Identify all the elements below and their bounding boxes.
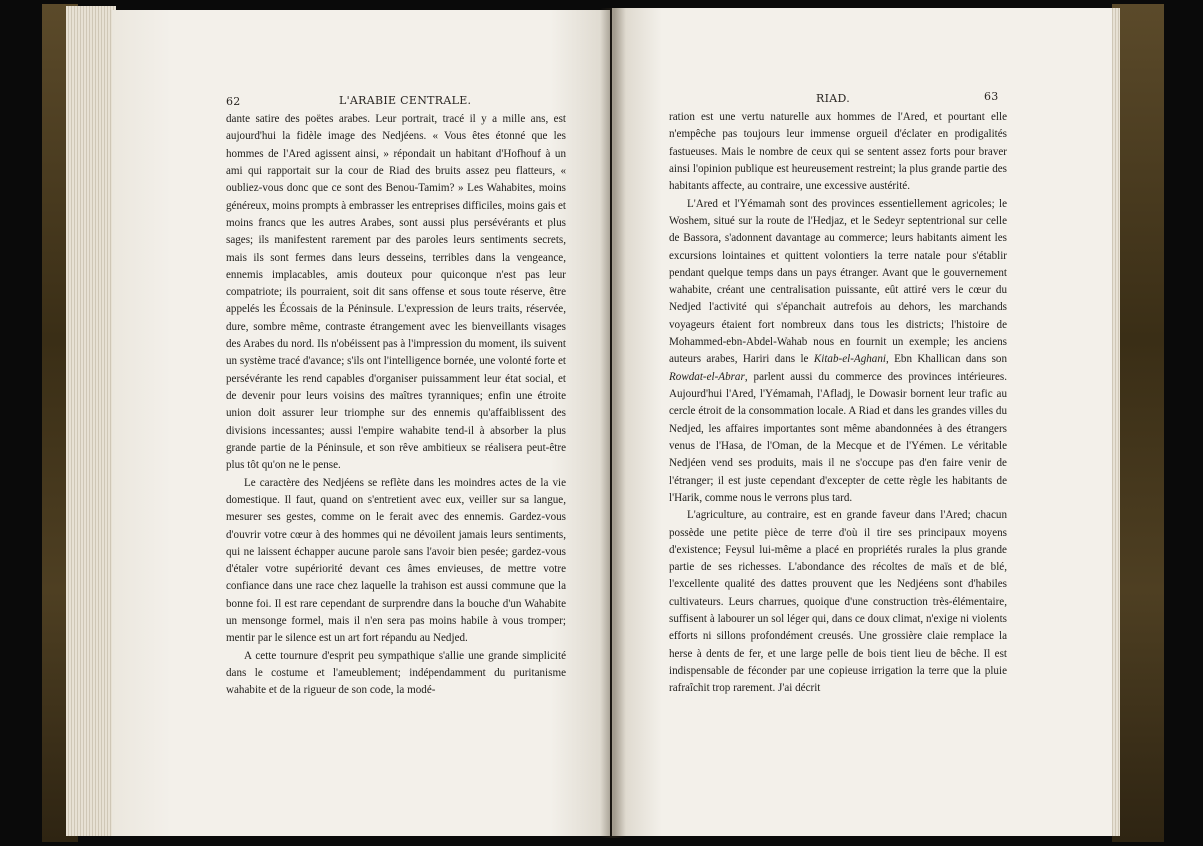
right-page-body <box>669 109 1007 698</box>
left-page-body <box>226 111 566 700</box>
right-paragraph-2 <box>669 196 1007 508</box>
text-run: ration est une vertu naturelle aux hommes de l'Ared, et pourtant elle n'empêche pas toujours leur immense orgueil d'éclater en prodigalités fastueuses. Mais le nombre de ceux qui se sentent assez forts pour braver ainsi l'opinion publique est heureusement restreint; la plus grande partie des habitants affecte, au contraire, une excessive austérité. <box>669 111 1007 193</box>
page-edges-left <box>66 6 116 836</box>
book-gutter-shadow <box>600 8 626 838</box>
right-paragraph-3 <box>669 507 1007 697</box>
right-paragraph-1 <box>669 109 1007 196</box>
left-page <box>112 10 610 836</box>
text-run: L'agriculture, au contraire, est en grande faveur dans l'Ared; chacun possède une petite pièce de terre d'où il tire ses principaux moyens d'existence; Feysul lui-même a placé en propriétés rurales la plus grande partie de ses richesses. L'abondance des récoltes de maïs et de blé, l'excellente qualité des dattes prouvent que les Nedjéens sont d'habiles cultivateurs. Leurs charrues, quoique d'une construction très-élémentaire, suffisent à labourer un sol léger qui, dans ce doux climat, n'exige ni violents efforts ni sillons profondément creusés. Une grossière claie remplace la herse à dents de fer, et une large pelle de bois tient lieu de bêche. Il est indispensable de féconder par une copieuse irrigation la terre que la pluie rafraîchit trop rarement. J'ai décrit <box>669 509 1007 695</box>
right-page <box>612 8 1112 836</box>
left-page-number: 62 <box>226 95 241 108</box>
italic-title: Rowdat-el-Abrar <box>669 370 745 383</box>
right-page-number: 63 <box>984 90 999 103</box>
left-paragraph-3: A cette tournure d'esprit peu sympathique s'allie une grande simplicité dans le costume et l'ameublement; indépendamment du puritanisme wahabite et de la rigueur de son code, la modé- <box>226 649 566 697</box>
text-run: , Ebn Khallican dans son <box>885 353 1007 366</box>
right-running-title: RIAD. <box>816 92 850 105</box>
left-paragraph-1: dante satire des poëtes arabes. Leur portrait, tracé il y a mille ans, est aujourd'hui la fidèle image des Nedjéens. « Vous êtes étonné que les hommes de l'Ared agissent ainsi, » répondait un habitant d'Hofhouf à un ami qui rapportait sur la cour de Riad des bruits assez peu flatteurs, « oubliez-vous donc que ce sont des Benou-Tamim? » Les Wahabites, moins généreux, moins prompts à embrasser les entreprises difficiles, moins gais et moins francs que les autres Arabes, sont aussi plus persévérants et plus sages; ils manifestent rarement par des paroles leurs sentiments secrets, mais ils sont fermes dans leurs desseins, terribles dans la vengeance, ennemis implacables, amis douteux pour quiconque n'est pas leur compatriote; ils pourraient, soit dit sans offense et sous toute réserve, être appelés les Écossais de la Péninsule. L'expression de leurs traits, réservée, dure, sombre même, contraste étrangement avec les bienveillants visages des Arabes du nord. Ils n'obéissent pas à l'impression du moment, ils suivent un système tracé d'avance; s'ils ont l'intelligence bornée, une volonté forte et persévérante les rend capables d'organiser puissamment leur état social, et de devenir pour leurs voisins des maîtres tyranniques; enfin une étroite union doit assurer leur triomphe sur des ennemis qu'affaiblissent des divisions incessantes; aussi l'empire wahabite tend-il à absorber la plus grande partie de la Péninsule, et son rêve ambitieux se réalisera peut-être plus tôt qu'on ne le pense. <box>226 113 566 472</box>
italic-title: Kitab-el-Aghani <box>813 353 886 366</box>
left-paragraph-2: Le caractère des Nedjéens se reflète dans les moindres actes de la vie domestique. Il faut, quand on s'entretient avec eux, veiller sur sa langue, mesurer ses gestes, comme on le ferait avec des ennemis. Gardez-vous d'ouvrir votre cœur à des hommes qui ne dévoilent jamais leurs sentiments, qui ne laissent échapper aucune parole sans l'avoir bien pesée; gardez-vous d'étaler votre supériorité devant ces âmes envieuses, de mettre votre confiance dans une race chez laquelle la trahison est aussi commune que la bonne foi. Il est rare cependant de surprendre dans la bouche d'un Wahabite un mensonge formel, mais il n'en sera pas moins habile à vous tromper; mentir par le silence est un art fort répandu au Nedjed. <box>226 476 566 645</box>
text-run: , parlent aussi du commerce des provinces intérieures. Aujourd'hui l'Ared, l'Yémamah, l'Afladj, le Dowasir bornent leur trafic au cercle étroit de la consommation locale. A Riad et dans les grandes villes du Nedjed, les affaires importantes sont même abandonnées à des étrangers venus de l'Hasa, de l'Oman, de la Mecque et de l'Yémen. Le véritable Nedjéen vend ses produits, mais il ne s'occupe pas d'en faire venir de l'étranger; il est juste cependant d'excepter de cette règle les habitants de l'Harik, comme nous le verrons plus tard. <box>669 370 1007 504</box>
text-run: L'Ared et l'Yémamah sont des provinces essentiellement agricoles; le Woshem, situé sur la route de l'Hedjaz, et le Sedeyr septentrional sur celle de Bassora, s'adonnent davantage au commerce; leurs habitants aiment les excursions lointaines et quittent volontiers la terre natale pour s'établir pendant quelque temps dans un pays étranger. Avant que le gouvernement wahabite, créant une centralisation puissante, eût attiré vers le cœur du Nedjed l'activité qui s'épanchait autrefois au dehors, les marchands voyageurs étaient fort nombreux dans tous les districts; l'histoire de Mohammed-ebn-Abdel-Wahab nous en fournit un exemple; les anciens auteurs arabes, Hariri dans le <box>669 197 1007 366</box>
left-running-title: L'ARABIE CENTRALE. <box>339 94 472 107</box>
